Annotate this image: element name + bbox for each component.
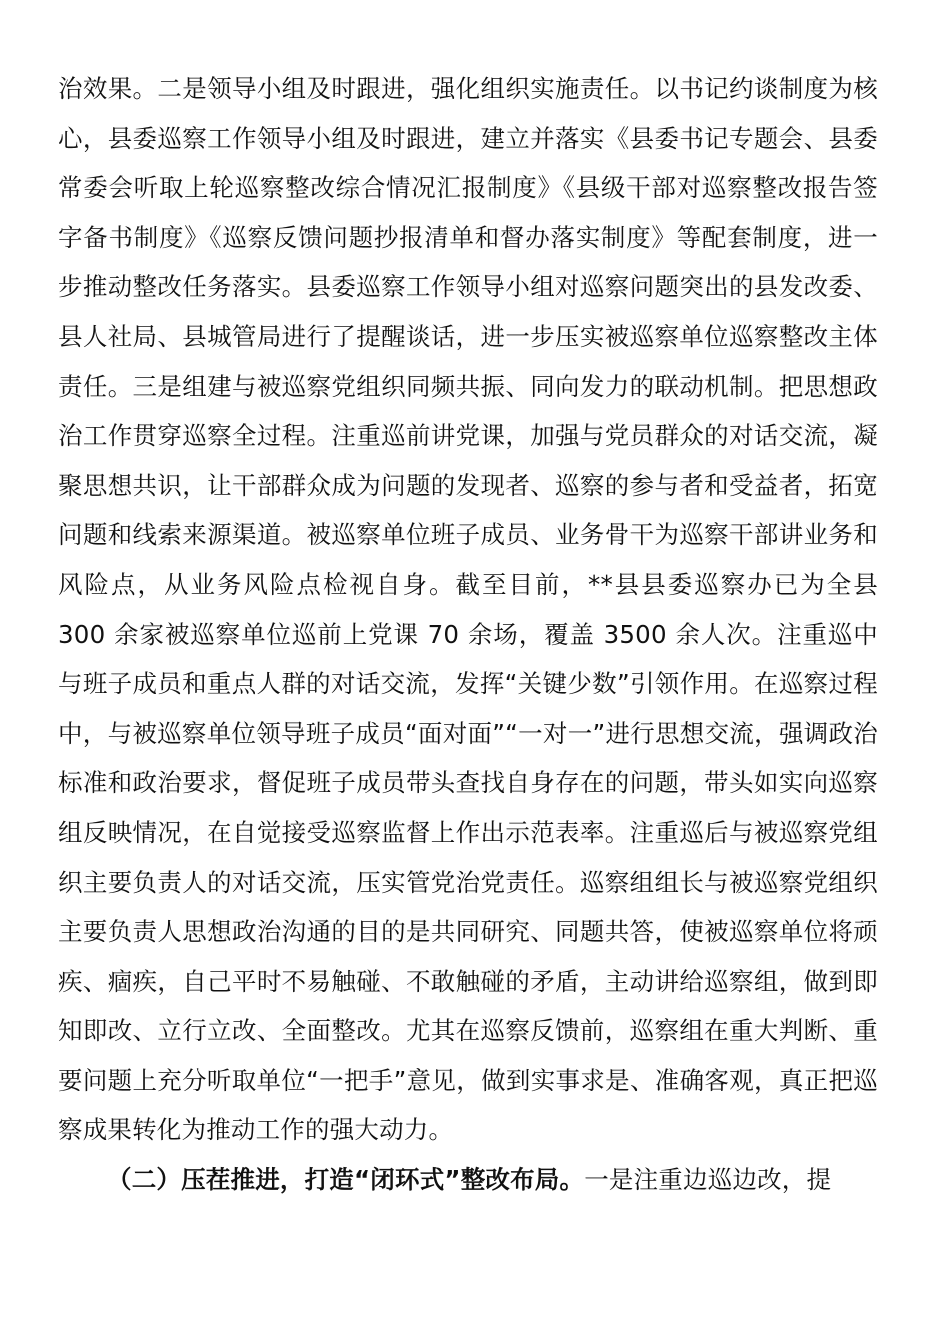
document-body	[58, 64, 878, 1205]
paragraph-continued: 治效果。二是领导小组及时跟进，强化组织实施责任。以书记约谈制度为核心，县委巡察工作领导小组及时跟进，建立并落实《县委书记专题会、县委常委会听取上轮巡察整改综合情况汇报制度》《县级干部对巡察整改报告签字备书制度》《巡察反馈问题抄报清单和督办落实制度》等配套制度，进一步推动整改任务落实。县委巡察工作领导小组对巡察问题突出的县发改委、县人社局、县城管局进行了提醒谈话，进一步压实被巡察单位巡察整改主体责任。三是组建与被巡察党组织同频共振、同向发力的联动机制。把思想政治工作贯穿巡察全过程。注重巡前讲党课，加强与党员群众的对话交流，凝聚思想共识，让干部群众成为问题的发现者、巡察的参与者和受益者，拓宽问题和线索来源渠道。被巡察单位班子成员、业务骨干为巡察干部讲业务和风险点，从业务风险点检视自身。截至目前，**县县委巡察办已为全县 300 余家被巡察单位巡前上党课 70 余场，覆盖 3500 余人次。注重巡中与班子成员和重点人群的对话交流，发挥“关键少数”引领作用。在巡察过程中，与被巡察单位领导班子成员“面对面”“一对一”进行思想交流，强调政治标准和政治要求，督促班子成员带头查找自身存在的问题，带头如实向巡察组反映情况，在自觉接受巡察监督上作出示范表率。注重巡后与被巡察党组织主要负责人的对话交流，压实管党治党责任。巡察组组长与被巡察党组织主要负责人思想政治沟通的目的是共同研究、同题共答，使被巡察单位将顽疾、痼疾，自己平时不易触碰、不敢触碰的矛盾，主动讲给巡察组，做到即知即改、立行立改、全面整改。尤其在巡察反馈前，巡察组在重大判断、重要问题上充分听取单位“一把手”意见，做到实事求是、准确客观，真正把巡察成果转化为推动工作的强大动力。	[58, 74, 878, 1145]
section-text: 一是注重边巡边改，提	[584, 1165, 832, 1195]
paragraph-section-two	[58, 1155, 878, 1205]
section-heading: （二）压茬推进，打造“闭环式”整改布局。	[107, 1165, 585, 1195]
